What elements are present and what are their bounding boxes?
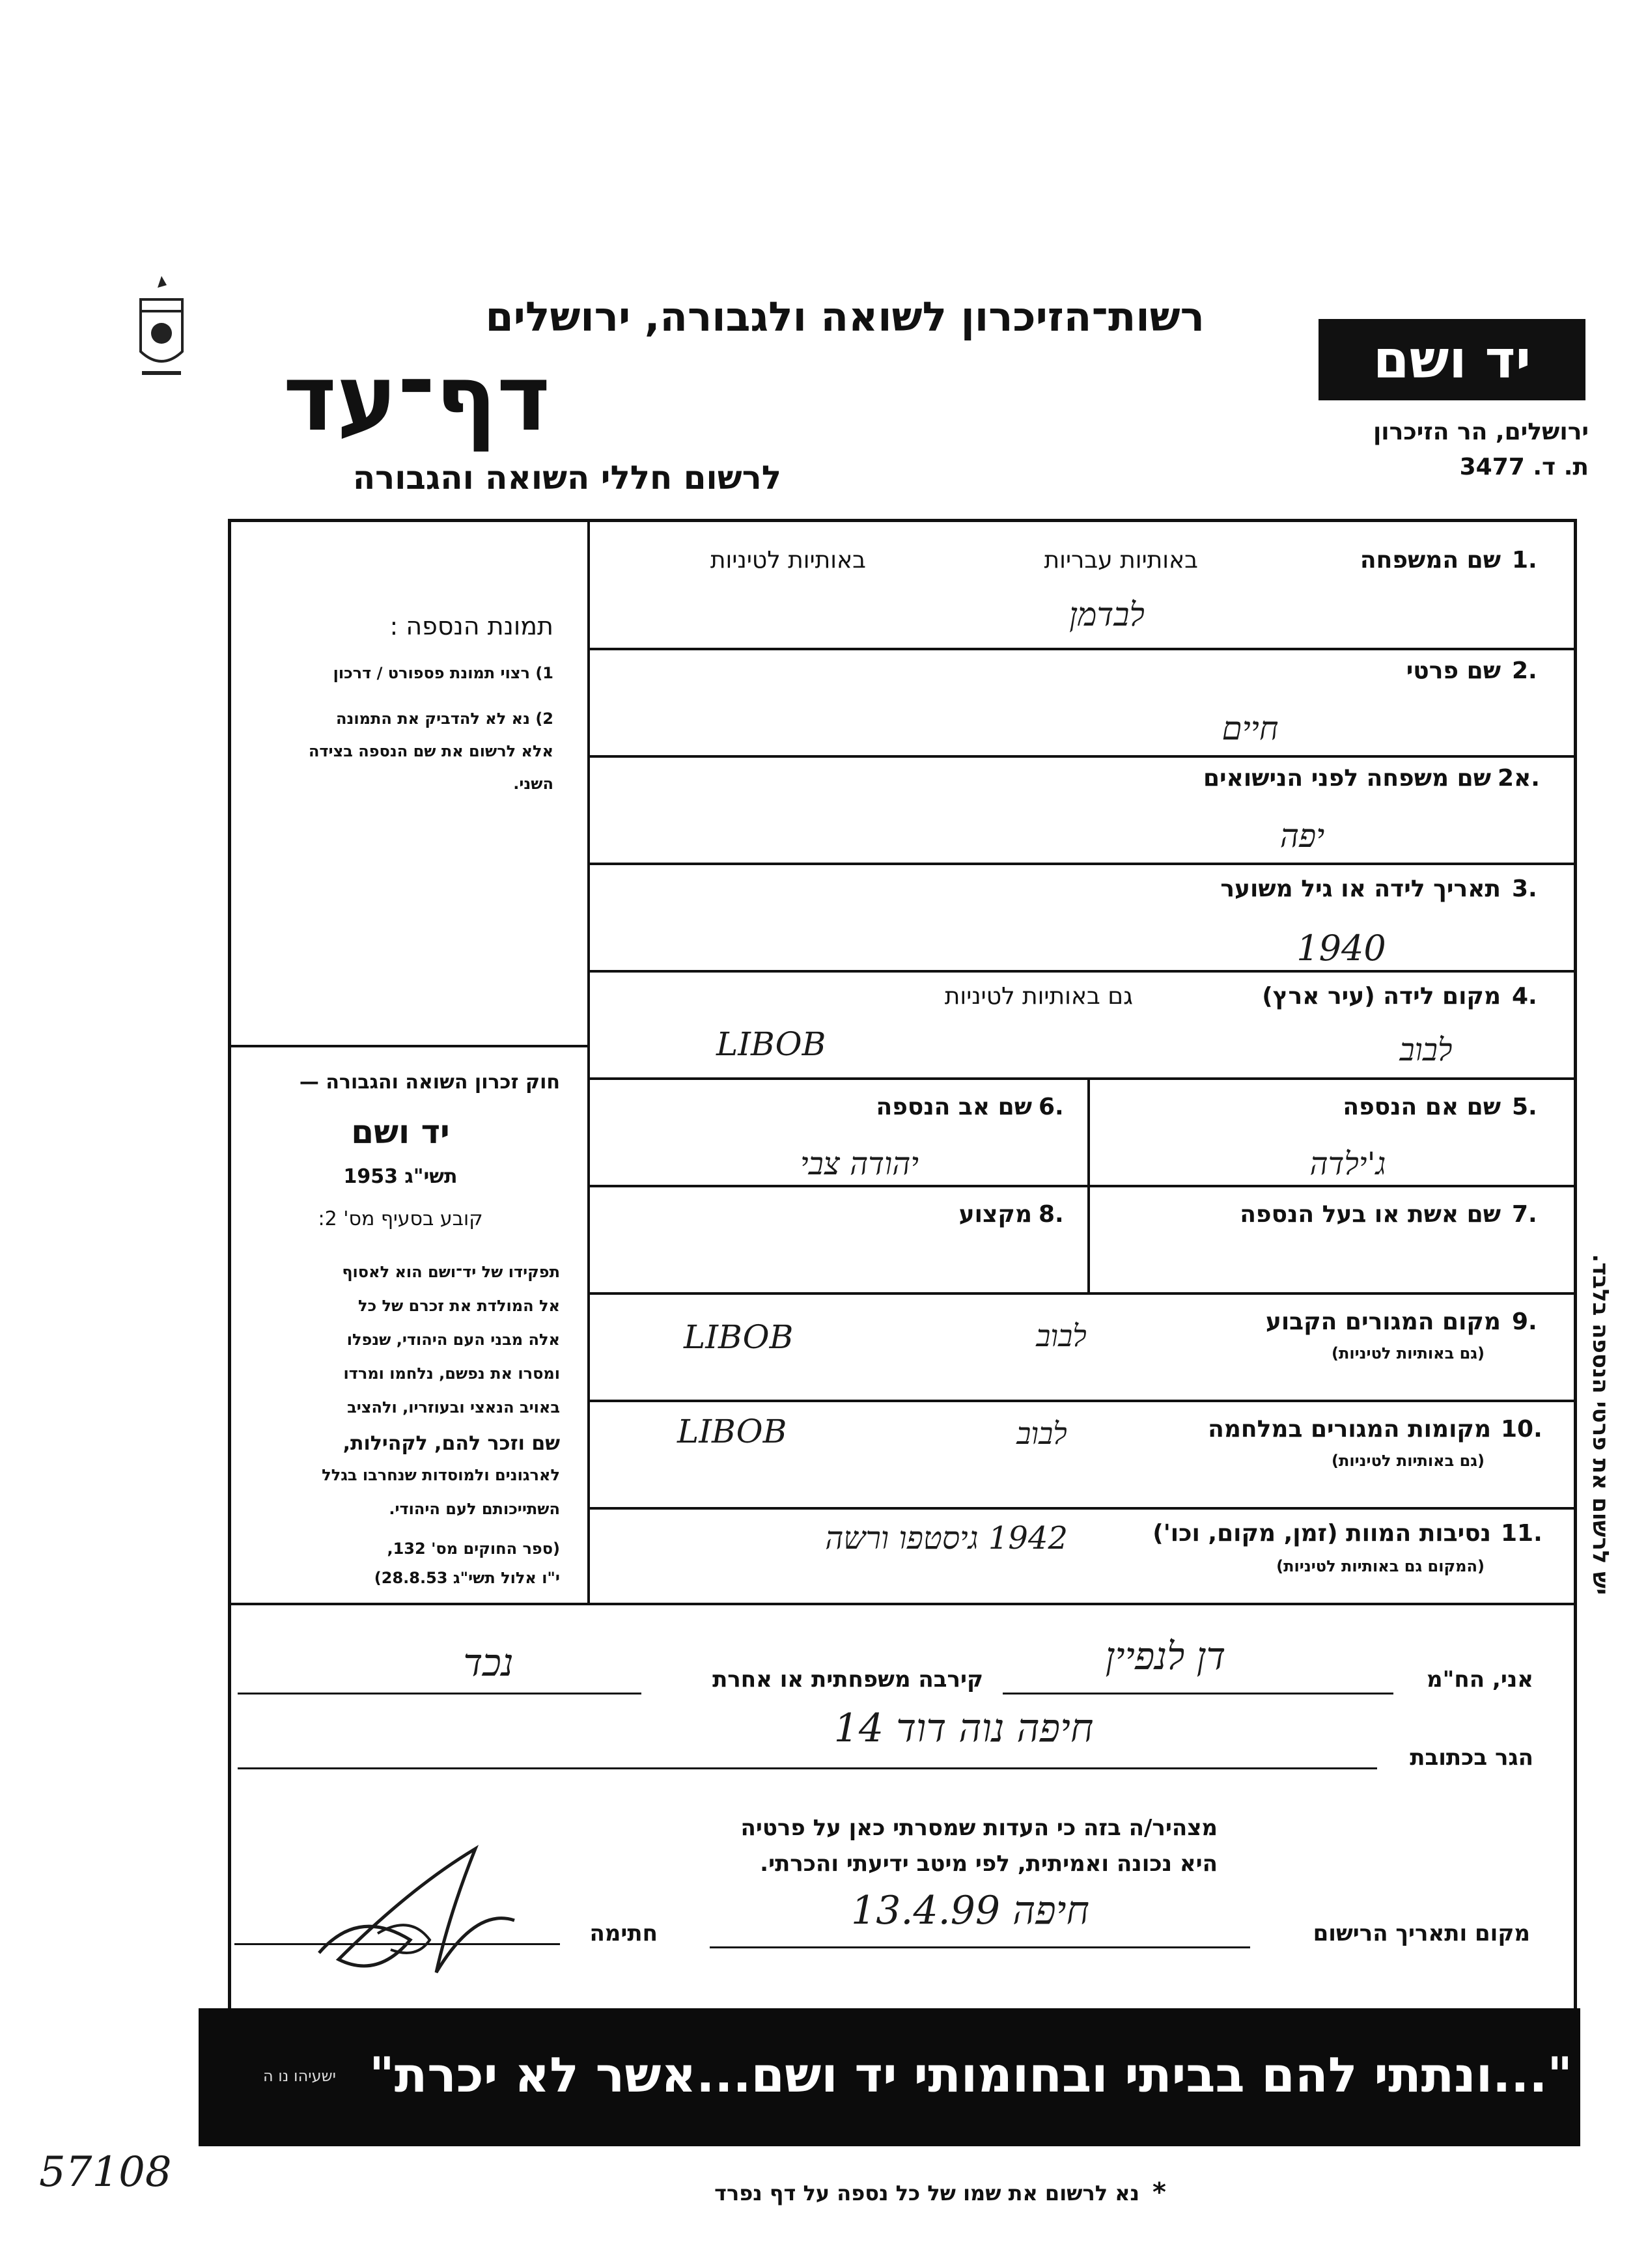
field-11-sublabel: (המקום גם באותיות לטיניות) [1276,1557,1485,1575]
photo-box-title: תמונת הנספה : [389,612,553,641]
field-8-number: 8. [1039,1201,1064,1228]
law-reference-1: (ספר החוקים מס' 132, [387,1540,560,1558]
banner-quote: "...ונתתי להם בביתי ובחומותי יד ושם...אשר לא יכרת" [369,2047,1572,2103]
form-title: דף־עד [283,346,551,452]
law-body-line: שם וזכר להם, לקהילות, [342,1432,560,1455]
row-sep [587,1507,1577,1510]
address-label: הגר בכתובת [1410,1745,1533,1771]
declarant-line [1003,1693,1393,1694]
field-10-value-hebrew[interactable]: לבוב [1016,1416,1067,1451]
field-10-number: 10. [1501,1416,1542,1443]
field-11-number: 11. [1501,1520,1542,1547]
field-4-value-latin[interactable]: LIBOB [716,1025,826,1063]
row-sep [587,755,1577,758]
field-10-label: מקומות המגורים במלחמה [1208,1416,1491,1443]
signature-label: חתימה [589,1920,658,1946]
field-6-value[interactable]: יהודה צבי [800,1146,919,1182]
address-line-1: ירושלים, הר הזיכרון [1373,419,1589,445]
place-date-line [710,1946,1250,1948]
footer-note: נא לרשום את שמו של כל נספה על דף נפרד [714,2181,1139,2206]
banner-source: ישעיהו נו ה [262,2067,337,2085]
emblem-icon [135,273,188,384]
field-11-label: נסיבות המוות (זמן, מקום, וכו') [1152,1520,1491,1547]
field-5-number: 5. [1512,1094,1537,1120]
divider-photo-law [228,1045,589,1047]
field-2-value[interactable]: חיים [1221,710,1279,747]
field-3-value[interactable]: 1940 [1296,928,1386,969]
field-5-value[interactable]: ג'ילדה [1309,1146,1386,1182]
field-1-value[interactable]: לבדמן [1069,596,1145,633]
field-3-label: תאריך לידה או גיל משוער [1220,876,1501,902]
side-note: יש לרשום את פרטי הנספה בלבד. [1587,1254,1613,1595]
field-10-sublabel: (גם באותיות לטיניות) [1332,1452,1485,1470]
form-subtitle: לרשום חללי השואה והגבורה [352,459,781,497]
field-9-value-latin[interactable]: LIBOB [684,1318,794,1356]
row-sep [587,648,1577,650]
law-heading: חוק זכרון השואה והגבורה — [299,1071,560,1094]
field-9-label: מקום המגורים הקבוע [1265,1308,1501,1335]
address-value[interactable]: חיפה נוה דוד 14 [833,1706,1094,1751]
footnote-asterisk-icon: * [1152,2178,1166,2207]
row-sep [587,1077,1577,1080]
field-5-label: שם אם הנספה [1343,1094,1501,1120]
statement-line-2: היא נכונה ואמיתית, לפי מיטב ידיעתי והכרתי. [760,1851,1218,1877]
divider-rows-5-8 [1087,1077,1090,1292]
field-7-number: 7. [1512,1201,1537,1228]
law-body-line: אל המולדת את זכרם של כל [358,1297,560,1315]
row-sep [587,970,1577,973]
field-9-number: 9. [1512,1308,1537,1335]
address-line [238,1767,1377,1769]
field-6-number: 6. [1039,1094,1064,1120]
divider-left-column [587,519,590,1603]
declarant-label: אני, הח"מ [1427,1666,1533,1693]
row-sep [587,1185,1577,1187]
law-body-line: לארגונים ולמוסדות שנחרבו בגלל [322,1466,560,1484]
signature-image[interactable] [280,1810,540,1992]
row-sep [587,1400,1577,1402]
law-reference-2: י"ו אלול תשי"ג 28.8.53) [374,1569,560,1587]
field-4-number: 4. [1512,983,1537,1010]
field-1-number: 1. [1512,547,1537,574]
photo-note-1: 1) רצוי תמונת פספורט / דרכון [333,664,553,682]
address-line-2: ת. ד. 3477 [1459,454,1589,480]
field-8-label: מקצוע [958,1201,1032,1228]
row-sep [587,863,1577,865]
law-body-line: השתייכותם לעם היהודי. [389,1500,560,1518]
field-9-value-hebrew[interactable]: לבוב [1036,1318,1087,1353]
photo-note-2-line-3: השני. [513,775,553,793]
law-body-line: תפקידו של יד־ושם הוא לאסוף [342,1263,560,1281]
photo-note-2-line-1: 2) נא לא להדביק את התמונה [336,710,553,728]
field-2a-value[interactable]: יפה [1279,817,1325,855]
row-sep [587,1292,1577,1295]
field-2a-label: שם משפחה לפני הנישואים [1203,765,1491,792]
field-7-label: שם אשת או בעל הנספה [1240,1201,1501,1228]
field-4-value-hebrew[interactable]: לבוב [1399,1032,1453,1068]
field-6-label: שם אב הנספה [876,1094,1032,1120]
law-body-line: ומסרו את נפשם, נלחמו ומרדו [343,1364,560,1383]
law-body-line: אלה מבני העם היהודי, שנפלו [346,1331,560,1349]
field-11-value[interactable]: 1942 גיסטפו ורשה [825,1520,1068,1556]
logo-text: יד ושם [1373,329,1531,390]
law-clause: קובע בסעיף מס' 2: [318,1208,483,1230]
field-2-number: 2. [1512,657,1537,684]
field-1-latin-header: באותיות לטיניות [710,547,866,574]
archive-number: 57108 [39,2148,172,2196]
photo-note-2-line-2: אלא לרשום את שם הנספה בצידה [308,742,553,760]
place-date-value[interactable]: חיפה 13.4.99 [851,1888,1089,1933]
field-1-label: שם המשפחה [1360,547,1501,574]
law-body-line: באויב הנאצי ובעוזריו, ולהציב [347,1398,560,1417]
declarant-value[interactable]: דן לנפיין [1105,1634,1226,1678]
field-4-latin-label: גם באותיות לטיניות [944,983,1133,1010]
field-2-label: שם פרטי [1406,657,1501,684]
field-4-label: מקום לידה (עיר ארץ) [1262,983,1501,1010]
relation-line [238,1693,641,1694]
authority-name: רשות־הזיכרון לשואה ולגבורה, ירושלים [485,293,1205,340]
quote-banner [199,2008,1580,2146]
field-10-value-latin[interactable]: LIBOB [677,1413,787,1450]
field-3-number: 3. [1512,876,1537,902]
relation-label: קירבה משפחתית או אחרת [712,1666,983,1693]
row-sep [228,1603,1577,1605]
relation-value[interactable]: נכד [463,1640,514,1685]
law-year: תשי"ג 1953 [343,1165,458,1188]
yad-vashem-logo [1319,319,1585,400]
field-1-hebrew-header: באותיות עבריות [1044,547,1198,574]
field-9-sublabel: (גם באותיות לטיניות) [1332,1344,1485,1362]
field-2a-number: 2א. [1498,765,1540,792]
law-name: יד ושם [351,1113,450,1151]
place-date-label: מקום ותאריך הרישום [1313,1920,1530,1946]
statement-line-1: מצהיר/ה בזה כי העדות שמסרתי כאן על פרטיה [740,1815,1218,1841]
